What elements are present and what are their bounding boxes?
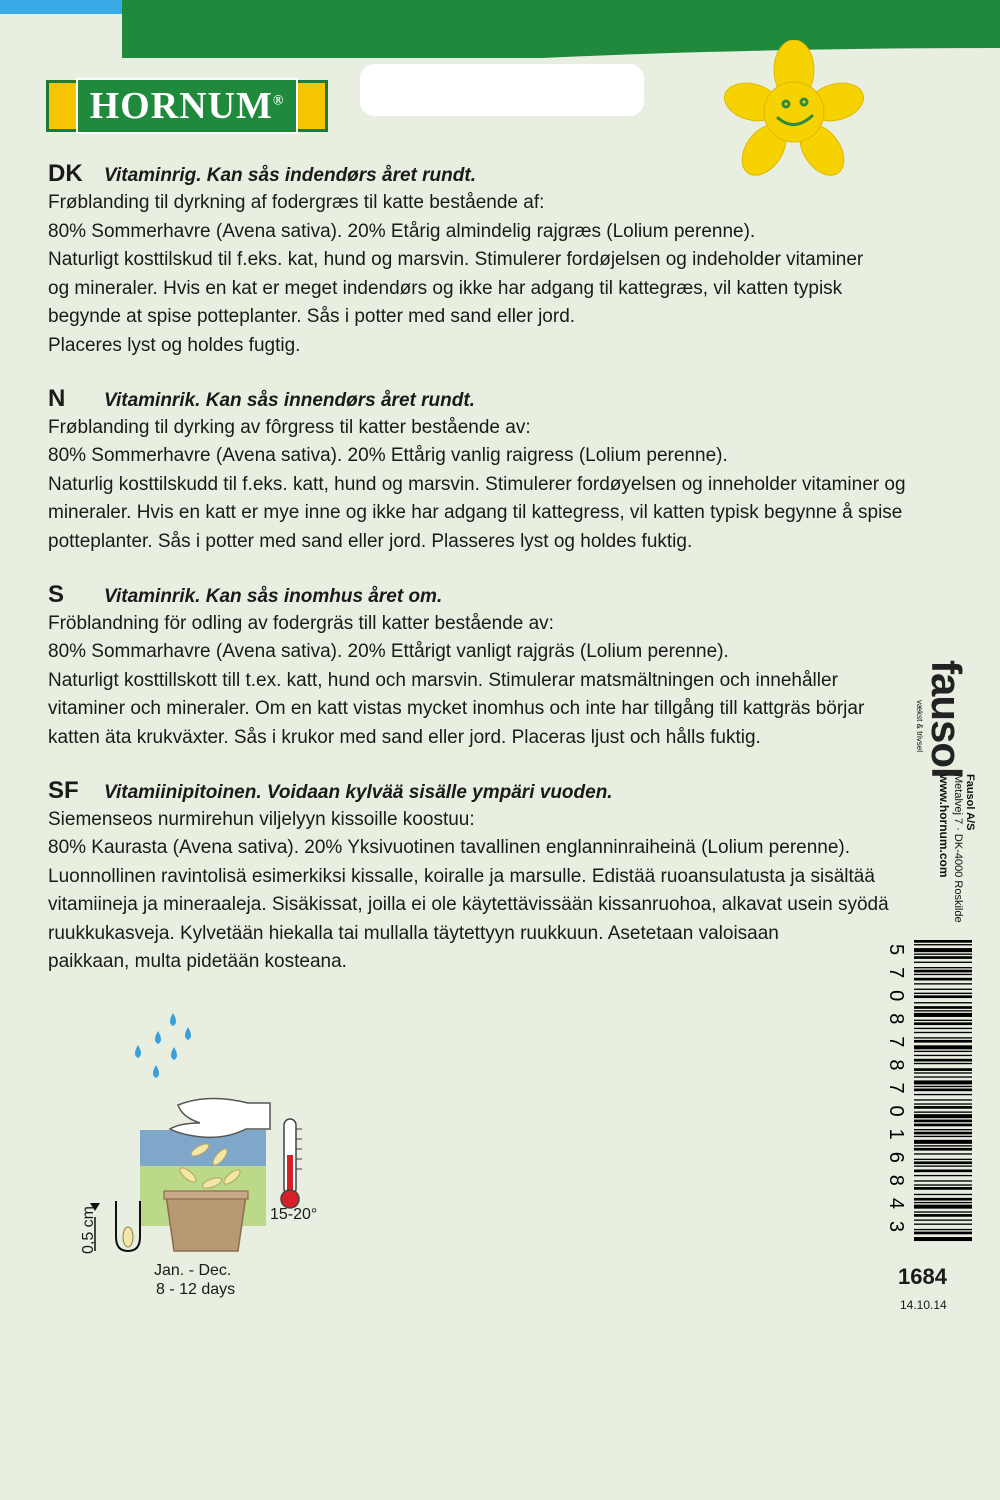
section-headline: Vitaminrik. Kan sås inomhus året om. (104, 585, 443, 607)
barcode-bar (914, 1214, 972, 1217)
barcode-bar (914, 993, 972, 994)
barcode-bar (914, 1072, 972, 1073)
section-header (48, 385, 948, 414)
barcode-bar (914, 1063, 972, 1064)
section-dk (48, 160, 948, 361)
smiling-flower-icon (724, 40, 864, 180)
section-header (48, 160, 948, 189)
barcode-bar (914, 1045, 972, 1049)
barcode-bar (914, 1148, 972, 1151)
barcode-bar (914, 1124, 972, 1127)
barcode-bar (914, 1175, 972, 1176)
language-code: SF (48, 776, 79, 804)
body-text-line: Naturligt kosttilskud til f.eks. kat, hund og marsvin. Stimulerer fordøjelsen og indeholder vitaminer (48, 249, 864, 271)
body-text-line: og mineraler. Hvis en kat er meget indendørs og ikke har adgang til kattegræs, vil katten typisk (48, 277, 843, 299)
barcode-bar (914, 1059, 972, 1062)
barcode-digit: 8 (885, 1013, 907, 1025)
barcode-bar (914, 1094, 972, 1095)
body-text-line: vitaminer och mineraler. Om en katt vistas mycket inomhus och inte har tillgång till kattgräs börjar (48, 698, 865, 720)
barcode-digit: 6 (885, 1151, 907, 1163)
barcode-bar (914, 978, 972, 981)
description-content (48, 160, 951, 1001)
distributor-name: Fausol A/S (964, 774, 976, 831)
temperature-label: 15-20° (270, 1206, 318, 1223)
print-date: 14.10.14 (900, 1298, 947, 1312)
body-text-line: Siemenseos nurmirehun viljelyyn kissoille koostuu: (48, 808, 475, 830)
logo-text: HORNUM (89, 85, 273, 127)
barcode-digit: 0 (885, 1105, 907, 1117)
barcode-bar (914, 948, 972, 952)
fausol-tagline: vækst & trivsel (915, 700, 924, 753)
barcode-bar (914, 1022, 972, 1025)
body-text-line: Frøblanding til dyrkning af fodergræs til katte bestående af: (48, 192, 545, 213)
barcode-bar (914, 1198, 972, 1201)
barcode-bar (914, 1237, 972, 1241)
body-text-line: 80% Sommarhavre (Avena sativa). 20% Ettårigt vanligt rajgräs (Lolium perenne). (48, 641, 729, 663)
barcode-digit: 7 (885, 967, 907, 979)
barcode-bar (914, 1159, 972, 1160)
barcode-bar (914, 1114, 972, 1118)
barcode-bar (914, 1013, 972, 1017)
section-headline: Vitamiinipitoinen. Voidaan kylvää sisälle ympäri vuoden. (104, 781, 613, 803)
barcode-bar (914, 1219, 972, 1220)
barcode-bar (914, 1184, 972, 1185)
body-text-line: mineraler. Hvis en katt er mye inne og ikke har adgang til kattegress, vil katten typisk begynne å spise (48, 502, 903, 524)
body-text-line: Placeres lyst og holdes fugtig. (48, 334, 301, 356)
body-text-line: katten äta krukväxter. Sås i krukor med sand eller jord. Placeras ljust och hålls fuktig. (48, 726, 761, 748)
barcode-bar (914, 974, 972, 975)
section-headline: Vitaminrik. Kan sås innendørs året rundt. (104, 389, 475, 411)
sowing-period-label: Jan. - Dec. (154, 1262, 232, 1279)
body-text-line: 80% Sommerhavre (Avena sativa). 20% Etårig almindelig rajgræs (Lolium perenne). (48, 220, 756, 242)
barcode-bar (914, 1202, 972, 1203)
barcode-bar (914, 1161, 972, 1164)
barcode-bar (914, 1194, 972, 1195)
barcode-digit: 0 (885, 990, 907, 1002)
barcode-digit: 4 (885, 1197, 907, 1209)
barcode-bar (914, 1086, 972, 1087)
barcode-bar (914, 967, 972, 968)
barcode-bar (914, 1232, 972, 1235)
barcode-digit: 8 (885, 1059, 907, 1071)
barcode-bar (914, 1153, 972, 1154)
thermometer-icon (281, 1119, 302, 1208)
barcode (884, 936, 974, 1246)
pot-icon (166, 1195, 246, 1251)
barcode-digit: 1 (885, 1128, 907, 1140)
barcode-digit: 7 (885, 1082, 907, 1094)
barcode-bar (914, 954, 972, 955)
barcode-bar (914, 1080, 972, 1084)
barcode-bar (914, 1120, 972, 1123)
barcode-bar (914, 962, 972, 963)
header-accent-stripe (0, 0, 122, 14)
distributor-address: Metalvej 7 · DK-4000 Roskilde (952, 774, 964, 923)
section-s (48, 581, 948, 753)
barcode-bar (914, 1106, 972, 1109)
body-text-line: Naturligt kosttillskott till t.ex. katt, hund och marsvin. Stimulerar matsmältningen och innehåller (48, 669, 838, 691)
section-header (48, 581, 948, 610)
sowing-depth-label: 0,5 cm (80, 1205, 97, 1254)
body-text-line: Naturlig kosttilskudd til f.eks. katt, hund og marsvin. Stimulerer fordøyelsen og inneholder vitaminer og (48, 473, 906, 495)
germination-label: 8 - 12 days (156, 1281, 236, 1298)
barcode-bar (914, 1211, 972, 1212)
barcode-bar (914, 1037, 972, 1038)
barcode-bar (914, 995, 972, 998)
body-text-line: begynde at spise potteplanter. Sås i potter med sand eller jord. (48, 306, 576, 328)
barcode-bar (914, 1170, 972, 1173)
barcode-digit: 8 (885, 1174, 907, 1186)
barcode-bar (914, 983, 972, 984)
barcode-digit: 3 (885, 1220, 907, 1233)
body-text-line: Frøblanding til dyrking av fôrgress til katter bestående av: (48, 416, 531, 438)
body-text-line: paikkaan, multa pidetään kosteana. (48, 951, 347, 973)
barcode-bar (914, 1205, 972, 1209)
barcode-bar (914, 940, 972, 943)
section-sf (48, 777, 948, 978)
barcode-bar (914, 1032, 972, 1033)
barcode-bar (914, 944, 972, 945)
barcode-bar (914, 1140, 972, 1144)
barcode-bar (914, 989, 972, 990)
barcode-bar (914, 1076, 972, 1077)
barcode-bar (914, 1165, 972, 1166)
body-text-line: vitamiineja ja mineraaleja. Sisäkissat, joilla ei ole käytettävissään kissanruohoa, alkavat usein syödä (48, 894, 889, 916)
barcode-bar (914, 1180, 972, 1181)
barcode-bar (914, 1103, 972, 1104)
registered-mark: ® (272, 93, 285, 109)
product-number: 1684 (898, 1264, 947, 1289)
barcode-digit: 7 (885, 1036, 907, 1048)
barcode-bar (914, 1145, 972, 1146)
body-text-line: Fröblandning för odling av fodergräs till katter bestående av: (48, 612, 554, 634)
body-text-line: Luonnollinen ravintolisä esimerkiksi kissalle, koiralle ja marsulle. Edistää ruoansulatusta ja sisältää (48, 865, 875, 887)
language-code: S (48, 580, 65, 608)
barcode-bar (914, 1099, 972, 1100)
body-text-line: potteplanter. Sås i potter med sand eller jord. Plasseres lyst og holdes fuktig. (48, 530, 693, 552)
barcode-bar (914, 1020, 972, 1021)
barcode-bar (914, 1051, 972, 1052)
barcode-bar (914, 1028, 972, 1029)
barcode-bar (914, 1010, 972, 1011)
barcode-bar (914, 1006, 972, 1009)
barcode-bar (914, 1040, 972, 1043)
barcode-bar (914, 1129, 972, 1130)
barcode-bar (914, 956, 972, 959)
barcode-bar (914, 1089, 972, 1092)
section-n (48, 385, 948, 557)
barcode-bar (914, 1224, 972, 1225)
section-header (48, 777, 948, 806)
barcode-bar (914, 1132, 972, 1135)
label-box (360, 64, 644, 116)
barcode-digit: 5 (885, 944, 907, 956)
sowing-illustration (80, 1005, 360, 1305)
barcode-bar (914, 1055, 972, 1056)
barcode-bar (914, 1068, 972, 1071)
language-code: DK (48, 160, 83, 187)
barcode-bar (914, 1136, 972, 1137)
barcode-bar (914, 1111, 972, 1112)
barcode-bar (914, 1002, 972, 1003)
barcode-bar (914, 1229, 972, 1230)
barcode-bar (914, 970, 972, 973)
hornum-logo (46, 80, 328, 132)
water-drops-icon (135, 1013, 191, 1078)
body-text-line: 80% Kaurasta (Avena sativa). 20% Yksivuotinen tavallinen englanninraiheinä (Lolium perenne). (48, 837, 851, 859)
language-code: N (48, 384, 66, 412)
body-text-line: 80% Sommerhavre (Avena sativa). 20% Ettårig vanlig raigress (Lolium perenne). (48, 445, 728, 467)
barcode-bar (914, 1187, 972, 1190)
body-text-line: ruukkukasveja. Kylvetään hiekalla tai mullalla täytettyyn ruukkuun. Asetetaan valoisaan (48, 922, 779, 944)
fausol-logo-text: fausol (923, 660, 970, 778)
section-headline: Vitaminrig. Kan sås indendørs året rundt. (104, 165, 476, 186)
distributor-website: www.hornum.com (937, 774, 951, 878)
